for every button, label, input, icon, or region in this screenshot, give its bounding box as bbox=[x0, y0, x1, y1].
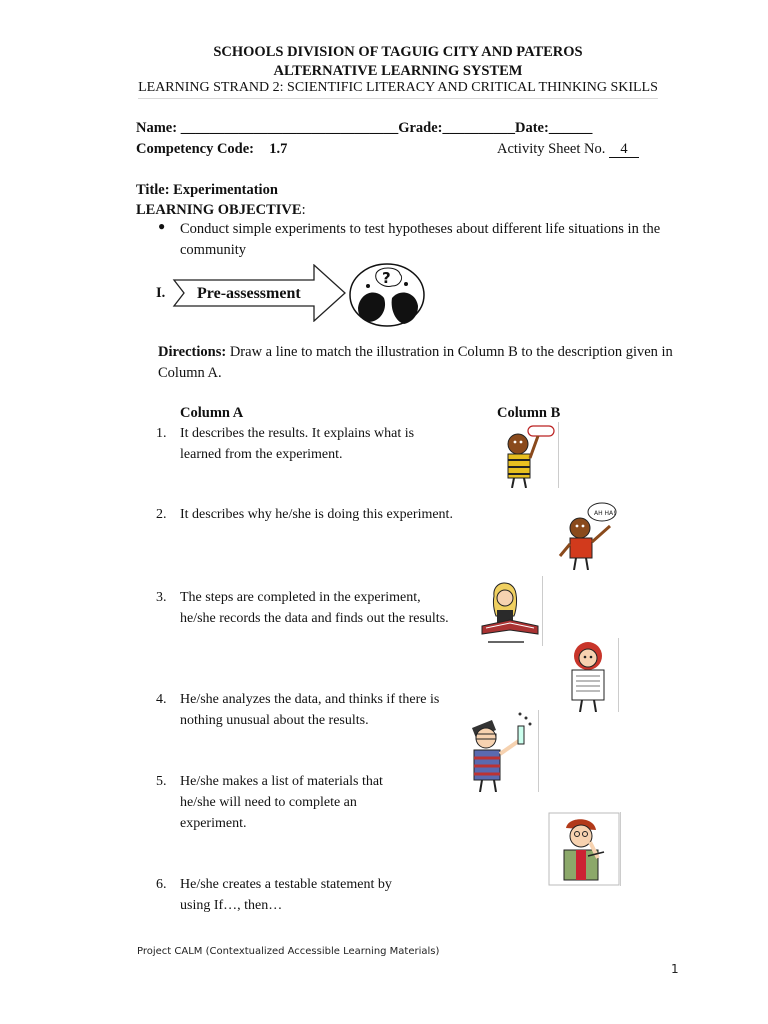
scientist-test-tube-illustration bbox=[462, 710, 539, 792]
objective-label: LEARNING OBJECTIVE bbox=[136, 202, 302, 218]
name-label: Name: bbox=[136, 120, 178, 136]
section-title: Pre-assessment bbox=[197, 285, 301, 302]
scientist-idea-illustration bbox=[558, 500, 620, 570]
date-label: Date: bbox=[515, 120, 549, 136]
item-number: 3. bbox=[156, 590, 167, 605]
grade-field[interactable]: __________ bbox=[442, 120, 515, 136]
scientist-thinking-illustration bbox=[548, 812, 621, 886]
svg-text:AH HA!: AH HA! bbox=[594, 510, 616, 517]
page-number: 1 bbox=[671, 962, 679, 976]
objective-heading bbox=[136, 200, 306, 220]
objective-text: Conduct simple experiments to test hypotheses about different life situations in the community bbox=[180, 221, 661, 258]
column-a-header: Column A bbox=[180, 405, 244, 421]
header-line-als: ALTERNATIVE LEARNING SYSTEM bbox=[273, 63, 523, 79]
item-text: He/she analyzes the data, and thinks if there is nothing unusual about the results. bbox=[180, 692, 440, 728]
directions-label: Directions: bbox=[158, 344, 227, 360]
header-line-division: SCHOOLS DIVISION OF TAGUIG CITY AND PATEROS bbox=[213, 44, 583, 60]
name-field[interactable]: ______________________________ bbox=[180, 120, 399, 136]
activity-sheet-row bbox=[497, 139, 639, 159]
svg-text:?: ? bbox=[382, 269, 391, 287]
objective-colon: : bbox=[301, 202, 306, 218]
thinking-heads-icon bbox=[348, 262, 426, 328]
form-line-1 bbox=[136, 118, 592, 138]
header-line-strand: LEARNING STRAND 2: SCIENTIFIC LITERACY AND CRITICAL THINKING SKILLS bbox=[138, 80, 658, 95]
item-number: 1. bbox=[156, 426, 167, 441]
item-number: 5. bbox=[156, 774, 167, 789]
student-holding-chart-illustration bbox=[560, 638, 619, 712]
item-number: 6. bbox=[156, 877, 167, 892]
competency-label: Competency Code: bbox=[136, 141, 254, 157]
grade-label: Grade: bbox=[398, 120, 443, 136]
item-number: 2. bbox=[156, 507, 167, 522]
item-text: The steps are completed in the experiment, he/she records the data and finds out the results. bbox=[180, 590, 449, 626]
item-text: He/she creates a testable statement by using If…, then… bbox=[180, 877, 392, 913]
header-divider bbox=[138, 98, 658, 99]
competency-row bbox=[136, 139, 287, 159]
item-text: He/she makes a list of materials that he/she will need to complete an experiment. bbox=[180, 774, 383, 831]
section-numeral: I. bbox=[156, 285, 166, 301]
directions-text: Draw a line to match the illustration in Column B to the description given in Column A. bbox=[158, 344, 673, 381]
activity-title: Title: Experimentation bbox=[136, 182, 278, 198]
activity-value[interactable]: 4 bbox=[609, 142, 639, 158]
scientist-explaining-illustration bbox=[500, 422, 559, 488]
date-field[interactable]: ______ bbox=[548, 120, 593, 136]
column-b-header: Column B bbox=[497, 405, 561, 421]
footer-project-name: Project CALM (Contextualized Accessible Learning Materials) bbox=[137, 946, 440, 957]
student-reading-book-illustration bbox=[480, 576, 543, 646]
item-number: 4. bbox=[156, 692, 167, 707]
bullet-icon: ● bbox=[158, 219, 166, 233]
competency-value: 1.7 bbox=[269, 141, 288, 157]
directions bbox=[158, 342, 688, 384]
item-text: It describes the results. It explains what is learned from the experiment. bbox=[180, 426, 415, 462]
activity-label: Activity Sheet No. bbox=[497, 141, 606, 157]
item-text: It describes why he/she is doing this experiment. bbox=[180, 507, 453, 522]
